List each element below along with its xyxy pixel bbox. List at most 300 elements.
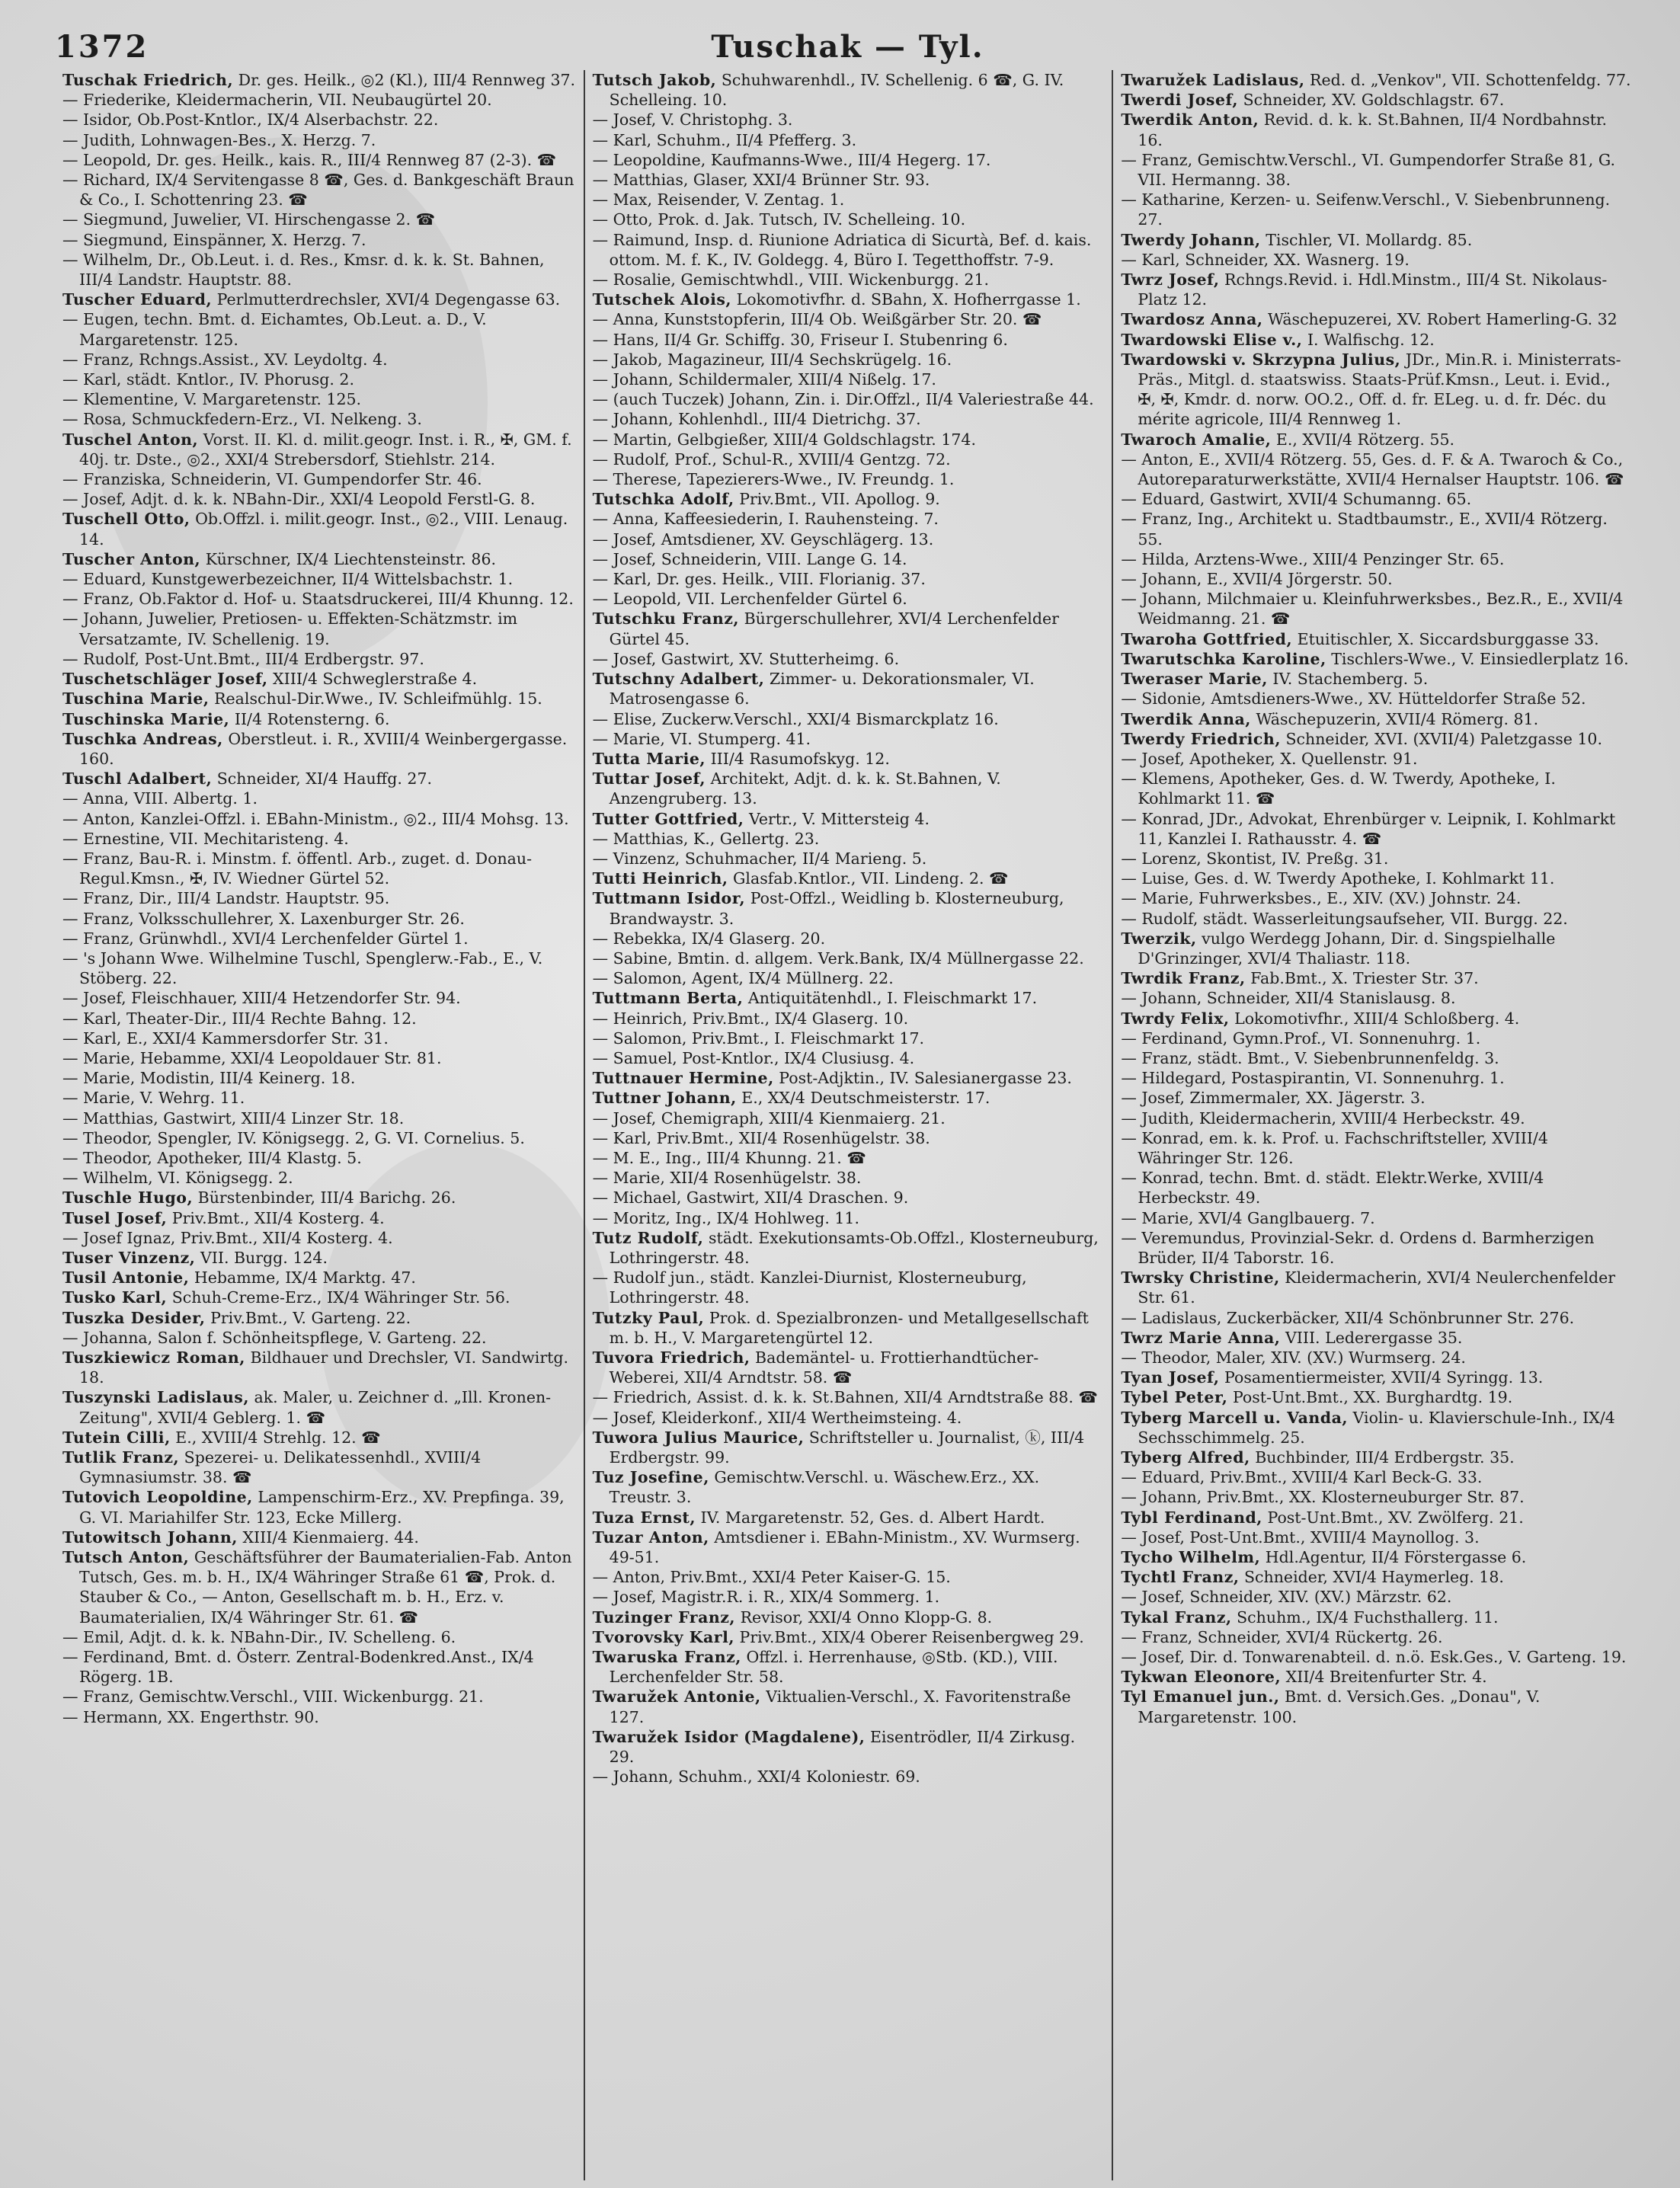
entry-details: — 's Johann Wwe. Wilhelmine Tuschl, Spenglerw.-Fab., E., V. Stöberg. 22. (62, 948, 543, 988)
entry-surname: Tuszynski Ladislaus, (62, 1388, 249, 1407)
entry-details: Geschäftsführer der Baumaterialien-Fab. Anton Tutsch, Ges. m. b. H., IX/4 Währinger Straße 61 ☎, Prok. d. Stauber & Co., — Anton, Gesellschaft m. b. H., Erz. v. Baumaterialien, IX/4 Währinger Str. 61. ☎ (79, 1548, 572, 1627)
directory-entry (593, 1467, 1105, 1507)
entry-details: Vorst. II. Kl. d. milit.geogr. Inst. i. R., ✠, GM. f. 40j. tr. Dste., ◎2., XXI/4 Strebersdorf, Stiehlstr. 214. (79, 430, 572, 469)
entry-details: — Hildegard, Postaspirantin, VI. Sonnenuhrg. 1. (1121, 1069, 1505, 1088)
directory-entry (593, 1607, 1105, 1627)
directory-entry (1121, 589, 1633, 629)
entry-details: Realschul-Dir.Wwe., IV. Schleifmühlg. 15. (214, 689, 542, 709)
directory-entry (62, 210, 576, 229)
directory-entry (62, 509, 576, 549)
directory-entry (1121, 1508, 1633, 1527)
entry-details: — Veremundus, Provinzial-Sekr. d. Ordens d. Barmherzigen Brüder, II/4 Taborstr. 16. (1121, 1228, 1595, 1267)
entry-details: — Marie, XVI/4 Ganglbauerg. 7. (1121, 1208, 1375, 1227)
directory-entry (1121, 909, 1633, 929)
directory-entry (62, 1707, 576, 1727)
entry-surname: Tweraser Marie, (1121, 670, 1268, 689)
directory-entry (1121, 1028, 1633, 1048)
entry-details: Vertr., V. Mittersteig 4. (748, 809, 930, 828)
entry-details: — Wilhelm, Dr., Ob.Leut. i. d. Res., Kmsr. d. k. k. St. Bahnen, III/4 Landstr. Hauptstr. 88. (62, 250, 545, 289)
entry-surname: Tyberg Alfred, (1121, 1448, 1250, 1467)
directory-entry (1121, 809, 1633, 849)
directory-entry (1121, 449, 1633, 489)
entry-surname: Tycho Wilhelm, (1121, 1548, 1261, 1567)
directory-entry (593, 210, 1105, 229)
entry-details: E., XX/4 Deutschmeisterstr. 17. (741, 1089, 990, 1108)
entry-surname: Twrdik Franz, (1121, 969, 1246, 988)
directory-entry (62, 729, 576, 769)
directory-entry (1121, 669, 1633, 689)
directory-entry (593, 1108, 1105, 1128)
entry-surname: Twaružek Isidor (Magdalene), (592, 1727, 866, 1746)
directory-entry (593, 1408, 1105, 1428)
entry-surname: Twaružek Ladislaus, (1121, 71, 1305, 89)
entry-details: Antiquitätenhdl., I. Fleischmarkt 17. (747, 989, 1038, 1008)
column-left (55, 70, 584, 2180)
entry-surname: Tutovich Leopoldine, (62, 1488, 253, 1507)
entry-details: Violin- u. Klavierschule-Inh., IX/4 Sechsschimmelg. 25. (1138, 1408, 1615, 1447)
entry-surname: Tuschina Marie, (62, 689, 210, 709)
directory-entry (62, 1028, 576, 1048)
directory-entry (1121, 729, 1633, 749)
entry-details: — Hans, II/4 Gr. Schiffg. 30, Friseur I. Stubenring 6. (592, 330, 1008, 349)
entry-details: — Josef, Gastwirt, XV. Stutterheimg. 6. (592, 649, 900, 668)
entry-surname: Twaruska Franz, (592, 1648, 741, 1667)
directory-entry (1121, 849, 1633, 868)
entry-surname: Twrdy Felix, (1121, 1009, 1230, 1028)
entry-surname: Tutta Marie, (592, 749, 706, 768)
directory-entry (593, 1508, 1105, 1527)
entry-details: XIII/4 Kienmaierg. 44. (242, 1527, 419, 1547)
directory-entry (1121, 1268, 1633, 1307)
directory-entry (593, 1208, 1105, 1228)
entry-details: — Marie, VI. Stumperg. 41. (592, 729, 811, 748)
directory-entry (62, 1308, 576, 1328)
directory-entry (593, 1527, 1105, 1567)
directory-entry (1121, 1527, 1633, 1547)
entry-details: Schuhm., IX/4 Fuchsthallerg. 11. (1237, 1607, 1499, 1627)
entry-details: Schneider, XI/4 Hauffg. 27. (216, 769, 433, 789)
entry-details: — Katharine, Kerzen- u. Seifenw.Verschl., V. Siebenbrunneng. 27. (1121, 190, 1611, 229)
entry-details: Wäschepuzerin, XVII/4 Römerg. 81. (1256, 709, 1539, 728)
entry-details: I. Walfischg. 12. (1307, 330, 1435, 349)
entry-details: Schuhwarenhdl., IV. Schellenig. 6 ☎, G. IV. Schelleing. 10. (609, 71, 1064, 110)
entry-details: — Klementine, V. Margaretenstr. 125. (62, 390, 362, 409)
entry-details: — Josef, Schneider, XIV. (XV.) Märzstr. 62. (1121, 1588, 1452, 1607)
entry-surname: Tuscher Anton, (62, 549, 201, 568)
directory-entry (62, 988, 576, 1008)
directory-entry (593, 849, 1105, 868)
entry-details: III/4 Rasumofskyg. 12. (710, 749, 890, 768)
entry-details: — Anton, Kanzlei-Offzl. i. EBahn-Ministm., ◎2., III/4 Mohsg. 13. (62, 809, 569, 828)
directory-entry (593, 709, 1105, 729)
directory-entry (62, 1387, 576, 1427)
directory-entry (1121, 70, 1633, 90)
entry-details: Zimmer- u. Dekorationsmaler, VI. Matrosengasse 6. (609, 670, 1035, 709)
directory-entry (1121, 1108, 1633, 1128)
entry-details: XII/4 Breitenfurter Str. 4. (1285, 1668, 1487, 1687)
directory-entry (593, 230, 1105, 270)
entry-surname: Tyberg Marcell u. Vanda, (1121, 1408, 1349, 1427)
directory-entry (1121, 1387, 1633, 1407)
entry-surname: Tykwan Eleonore, (1121, 1668, 1282, 1687)
directory-entry (593, 70, 1105, 110)
entry-surname: Twerdik Anton, (1121, 110, 1259, 130)
entry-details: — Karl, Priv.Bmt., XII/4 Rosenhügelstr. 38. (592, 1128, 930, 1147)
entry-surname: Tuscher Eduard, (62, 290, 213, 309)
entry-details: Schriftsteller u. Journalist, ⓚ, III/4 Erdbergstr. 99. (609, 1428, 1085, 1467)
entry-details: — Leopold, Dr. ges. Heilk., kais. R., III/4 Rennweg 87 (2-3). ☎ (62, 150, 557, 169)
column-right (1112, 70, 1640, 2180)
directory-entry (593, 749, 1105, 769)
directory-entry (1121, 489, 1633, 509)
entry-details: — Franz, Volksschullehrer, X. Laxenburger Str. 26. (62, 909, 465, 928)
entry-details: Kleidermacherin, XVI/4 Neulerchenfelder Str. 61. (1138, 1268, 1616, 1307)
directory-entry (1121, 888, 1633, 908)
entry-surname: Tutschku Franz, (592, 609, 740, 629)
directory-entry (1121, 1009, 1633, 1028)
entry-details: — Raimund, Insp. d. Riunione Adriatica di Sicurtà, Bef. d. kais. ottom. M. f. K., IV. Goldegg. 4, Büro I. Tegetthoffstr. 7-9. (592, 230, 1092, 269)
entry-surname: Tuschinska Marie, (62, 709, 230, 728)
entry-details: — Franz, Dir., III/4 Landstr. Hauptstr. 95. (62, 889, 390, 908)
directory-entry (593, 190, 1105, 210)
entry-surname: Twaroch Amalie, (1121, 430, 1272, 449)
entry-details: Hdl.Agentur, II/4 Förstergasse 6. (1265, 1548, 1527, 1567)
directory-entry (62, 948, 576, 988)
directory-entry (1121, 270, 1633, 309)
directory-entry (593, 649, 1105, 669)
directory-entry (62, 1627, 576, 1647)
directory-entry (1121, 1627, 1633, 1647)
entry-details: — Salomon, Agent, IX/4 Müllnerg. 22. (592, 969, 894, 988)
directory-entry (62, 649, 576, 669)
entry-details: — Josef, Post-Unt.Bmt., XVIII/4 Maynollog. 3. (1121, 1527, 1480, 1547)
directory-entry (1121, 1328, 1633, 1348)
directory-entry (1121, 1128, 1633, 1168)
directory-entry (1121, 1368, 1633, 1387)
directory-entry (1121, 230, 1633, 250)
directory-entry (593, 150, 1105, 170)
entry-surname: Tuschak Friedrich, (62, 71, 234, 89)
entry-details: — Franz, Ing., Architekt u. Stadtbaumstr., E., XVII/4 Rötzerg. 55. (1121, 510, 1608, 549)
directory-entry (62, 150, 576, 170)
directory-entry (593, 929, 1105, 948)
entry-details: — Sidonie, Amtsdieners-Wwe., XV. Hütteldorfer Straße 52. (1121, 689, 1586, 709)
directory-entry (1121, 509, 1633, 549)
entry-details: — Marie, Fuhrwerksbes., E., XIV. (XV.) Johnstr. 24. (1121, 889, 1522, 908)
entry-details: — Therese, Tapezierers-Wwe., IV. Freundg. 1. (592, 470, 955, 489)
entry-details: — M. E., Ing., III/4 Khunng. 21. ☎ (592, 1148, 866, 1167)
entry-details: — Josef, Adjt. d. k. k. NBahn-Dir., XXI/4 Leopold Ferstl-G. 8. (62, 490, 536, 509)
entry-surname: Twerzik, (1121, 929, 1197, 948)
entry-surname: Twardowski v. Skrzypna Julius, (1121, 350, 1401, 369)
directory-entry (1121, 190, 1633, 229)
entry-details: Schneider, XVI/4 Haymerleg. 18. (1244, 1568, 1504, 1587)
entry-surname: Tykal Franz, (1121, 1607, 1232, 1627)
entry-details: Wäschepuzerei, XV. Robert Hamerling-G. 32 (1268, 310, 1618, 329)
directory-entry (593, 988, 1105, 1008)
directory-entry (1121, 769, 1633, 808)
directory-entry (593, 1168, 1105, 1188)
entry-surname: Twrsky Christine, (1121, 1268, 1280, 1288)
directory-entry (62, 769, 576, 789)
directory-entry (593, 1128, 1105, 1148)
directory-entry (62, 709, 576, 729)
entry-details: — Vinzenz, Schuhmacher, II/4 Marieng. 5. (592, 849, 927, 868)
directory-entry (593, 1567, 1105, 1587)
directory-entry (593, 809, 1105, 829)
entry-surname: Tyan Josef, (1121, 1368, 1220, 1387)
entry-details: — Josef, Magistr.R. i. R., XIX/4 Sommerg. 1. (592, 1588, 940, 1607)
entry-details: — Otto, Prok. d. Jak. Tutsch, IV. Schelleing. 10. (592, 210, 966, 229)
entry-details: Tischler, VI. Mollardg. 85. (1266, 230, 1473, 249)
entry-details: — Rosalie, Gemischtwhdl., VIII. Wickenburgg. 21. (592, 270, 990, 289)
entry-surname: Twaružek Antonie, (592, 1687, 761, 1707)
entry-details: VII. Burgg. 124. (200, 1248, 328, 1267)
entry-details: — Johann, Priv.Bmt., XX. Klosterneuburger Str. 87. (1121, 1488, 1525, 1507)
entry-surname: Tutter Gottfried, (592, 809, 744, 828)
entry-details: Bildhauer und Drechsler, VI. Sandwirtg. 18. (79, 1348, 569, 1387)
directory-entry (1121, 350, 1633, 430)
entry-details: JDr., Min.R. i. Ministerrats-Präs., Mitgl. d. staatswiss. Staats-Prüf.Kmsn., Leut. i. Evid., ✠, ✠, Kmdr. d. norw. OO.2., Off. d. fr. ELeg. u. d. fr. Déc. du mérite agricole, III/4 Rennweg 1. (1138, 350, 1621, 429)
directory-entry (1121, 1228, 1633, 1268)
entry-details: Buchbinder, III/4 Erdbergstr. 35. (1255, 1448, 1515, 1467)
directory-entry (1121, 709, 1633, 729)
entry-surname: Tuschle Hugo, (62, 1188, 194, 1208)
entry-details: XIII/4 Schweglerstraße 4. (273, 670, 478, 689)
directory-entry (593, 1647, 1105, 1687)
entry-details: — Josef, Kleiderkonf., XII/4 Wertheimsteing. 4. (592, 1408, 962, 1427)
entry-details: — Ernestine, VII. Mechitaristeng. 4. (62, 829, 349, 848)
directory-entry (1121, 649, 1633, 669)
directory-entry (1121, 629, 1633, 649)
directory-entry (62, 70, 576, 90)
directory-entry (1121, 749, 1633, 769)
entry-surname: Tuza Ernst, (592, 1508, 696, 1527)
directory-entry (593, 609, 1105, 648)
entry-details: II/4 Rotensterng. 6. (234, 709, 390, 728)
entry-details: — Marie, Modistin, III/4 Keinerg. 18. (62, 1069, 356, 1088)
entry-surname: Tutowitsch Johann, (62, 1527, 238, 1547)
directory-entry (62, 170, 576, 210)
directory-entry (62, 789, 576, 808)
directory-entry (593, 1627, 1105, 1647)
entry-details: Kürschner, IX/4 Liechtensteinstr. 86. (205, 549, 497, 568)
entry-details: Post-Adjktin., IV. Salesianergasse 23. (779, 1069, 1072, 1088)
directory-entry (62, 110, 576, 130)
directory-entry (62, 849, 576, 888)
directory-entry (62, 1328, 576, 1348)
entry-details: Offzl. i. Herrenhause, ◎Stb. (KD.), VIII. Lerchenfelder Str. 58. (609, 1648, 1058, 1687)
entry-details: — Karl, E., XXI/4 Kammersdorfer Str. 31. (62, 1028, 389, 1048)
entry-surname: Tuschl Adalbert, (62, 769, 213, 789)
entry-details: — Wilhelm, VI. Königsegg. 2. (62, 1169, 293, 1188)
directory-entry (593, 1148, 1105, 1168)
entry-surname: Twrz Marie Anna, (1121, 1328, 1281, 1347)
directory-entry (62, 569, 576, 589)
entry-details: — Matthias, K., Gellertg. 23. (592, 829, 820, 848)
directory-entry (1121, 309, 1633, 329)
directory-entry (1121, 330, 1633, 350)
entry-details: — Josef, Dir. d. Tonwarenabteil. d. n.ö. Esk.Ges., V. Garteng. 19. (1121, 1648, 1627, 1667)
directory-entry (593, 1088, 1105, 1108)
entry-details: — Klemens, Apotheker, Ges. d. W. Twerdy, Apotheke, I. Kohlmarkt 11. ☎ (1121, 769, 1556, 808)
entry-surname: Tutsch Anton, (62, 1548, 190, 1567)
entry-details: — Franz, Gemischtw.Verschl., VI. Gumpendorfer Straße 81, G. VII. Hermanng. 38. (1121, 150, 1615, 190)
directory-entry (1121, 1168, 1633, 1208)
entry-details: — Siegmund, Juwelier, VI. Hirschengasse 2. ☎ (62, 210, 436, 229)
directory-entry (1121, 1348, 1633, 1368)
entry-surname: Tusil Antonie, (62, 1268, 190, 1288)
directory-entry (1121, 1447, 1633, 1467)
entry-details: — Elise, Zuckerw.Verschl., XXI/4 Bismarckplatz 16. (592, 709, 999, 728)
directory-entry (62, 1088, 576, 1108)
entry-surname: Tutschka Adolf, (592, 490, 734, 509)
entry-surname: Twaroha Gottfried, (1121, 629, 1293, 648)
entry-details: — Josef, Chemigraph, XIII/4 Kienmaierg. 21. (592, 1108, 946, 1128)
entry-details: — Rudolf jun., städt. Kanzlei-Diurnist, Klosterneuburg, Lothringerstr. 48. (592, 1268, 1027, 1307)
directory-entry (593, 270, 1105, 289)
entry-details: — Richard, IX/4 Servitengasse 8 ☎, Ges. d. Bankgeschäft Braun & Co., I. Schottenring 23. ☎ (62, 171, 574, 210)
entry-details: Etuitischler, X. Siccardsburggasse 33. (1297, 629, 1599, 648)
directory-entry (1121, 689, 1633, 709)
entry-details: — Anna, Kaffeesiederin, I. Rauhensteing. 7. (592, 510, 939, 529)
directory-entry (593, 1428, 1105, 1467)
entry-details: — Siegmund, Einspänner, X. Herzg. 7. (62, 230, 366, 249)
directory-entry (593, 669, 1105, 709)
directory-entry (1121, 1667, 1633, 1687)
entry-details: — Josef Ignaz, Priv.Bmt., XII/4 Kosterg. 4. (62, 1228, 393, 1247)
directory-entry (1121, 988, 1633, 1008)
directory-entry (593, 1009, 1105, 1028)
entry-details: — Karl, Schuhm., II/4 Pfefferg. 3. (592, 130, 857, 149)
entry-details: Lampenschirm-Erz., XV. Prepfinga. 39, G. VI. Mariahilfer Str. 123, Ecke Millerg. (79, 1488, 565, 1527)
entry-surname: Tuzar Anton, (592, 1527, 709, 1547)
entry-surname: Tutein Cilli, (62, 1428, 171, 1447)
directory-entry (62, 369, 576, 389)
directory-entry (62, 489, 576, 509)
directory-entry (593, 769, 1105, 808)
directory-entry (593, 449, 1105, 469)
directory-entry (593, 130, 1105, 150)
entry-details: — Anna, VIII. Albertg. 1. (62, 789, 258, 808)
entry-details: — Theodor, Apotheker, III/4 Klastg. 5. (62, 1148, 362, 1167)
entry-details: — Marie, V. Wehrg. 11. (62, 1089, 245, 1108)
entry-details: Schneider, XVI. (XVII/4) Paletzgasse 10. (1285, 729, 1602, 748)
directory-entry (62, 389, 576, 409)
entry-details: Priv.Bmt., V. Garteng. 22. (210, 1308, 411, 1327)
entry-details: — Jakob, Magazineur, III/4 Sechskrügelg. 16. (592, 350, 952, 369)
directory-entry (1121, 1048, 1633, 1068)
directory-entry (1121, 968, 1633, 988)
directory-entry (62, 90, 576, 110)
directory-entry (1121, 1687, 1633, 1726)
entry-details: städt. Exekutionsamts-Ob.Offzl., Klosterneuburg, Lothringerstr. 48. (609, 1228, 1099, 1267)
entry-details: Priv.Bmt., VII. Apollog. 9. (739, 490, 940, 509)
directory-entry (1121, 1567, 1633, 1587)
directory-entry (62, 1208, 576, 1228)
directory-entry (593, 369, 1105, 389)
entry-surname: Tychtl Franz, (1121, 1568, 1240, 1587)
directory-entry (62, 1647, 576, 1687)
entry-details: — Matthias, Gastwirt, XIII/4 Linzer Str. 18. (62, 1108, 405, 1128)
directory-entry (593, 829, 1105, 849)
entry-details: — Friedrich, Assist. d. k. k. St.Bahnen, XII/4 Arndtstraße 88. ☎ (592, 1388, 1098, 1407)
directory-entry (62, 1288, 576, 1307)
entry-details: ak. Maler, u. Zeichner d. „Ill. Kronen-Zeitung", XVII/4 Geblerg. 1. ☎ (79, 1388, 552, 1427)
entry-details: — Eduard, Gastwirt, XVII/4 Schumanng. 65. (1121, 490, 1472, 509)
directory-entry (593, 489, 1105, 509)
entry-details: — Franz, städt. Bmt., V. Siebenbrunnenfeldg. 3. (1121, 1048, 1499, 1067)
entry-details: — Ladislaus, Zuckerbäcker, XII/4 Schönbrunner Str. 276. (1121, 1308, 1575, 1327)
directory-entry (62, 589, 576, 609)
directory-entry (62, 250, 576, 289)
directory-entry (1121, 1607, 1633, 1627)
directory-entry (593, 1188, 1105, 1208)
entry-details: Dr. ges. Heilk., ◎2 (Kl.), III/4 Rennweg 37. (238, 71, 576, 89)
entry-surname: Tutschny Adalbert, (592, 670, 765, 689)
entry-details: — Johanna, Salon f. Schönheitspflege, V. Garteng. 22. (62, 1328, 487, 1347)
directory-entry (1121, 90, 1633, 110)
directory-entry (593, 509, 1105, 529)
entry-details: Revid. d. k. k. St.Bahnen, II/4 Nordbahnstr. 16. (1138, 110, 1608, 149)
entry-surname: Twardosz Anna, (1121, 310, 1263, 329)
directory-entry (593, 170, 1105, 190)
entry-details: Priv.Bmt., XIX/4 Oberer Reisenbergweg 29. (739, 1627, 1084, 1646)
entry-surname: Tvorovsky Karl, (592, 1627, 735, 1646)
entry-details: — Leopold, VII. Lerchenfelder Gürtel 6. (592, 590, 907, 609)
entry-surname: Tuttmann Isidor, (592, 889, 746, 908)
directory-entry (62, 1268, 576, 1288)
column-middle (584, 70, 1112, 2180)
directory-entry (1121, 1547, 1633, 1567)
directory-entry (1121, 110, 1633, 149)
directory-entry (593, 1387, 1105, 1407)
entry-details: — Samuel, Post-Kntlor., IX/4 Clusiusg. 4. (592, 1048, 915, 1067)
directory-entry (62, 430, 576, 469)
directory-entry (62, 309, 576, 349)
directory-entry (62, 1248, 576, 1268)
directory-entry (62, 829, 576, 849)
directory-entry (1121, 1487, 1633, 1507)
entry-details: — Josef, V. Christophg. 3. (592, 110, 793, 130)
directory-entry (593, 589, 1105, 609)
entry-details: — Karl, städt. Kntlor., IV. Phorusg. 2. (62, 370, 354, 389)
entry-details: Amtsdiener i. EBahn-Ministm., XV. Wurmserg. 49-51. (609, 1527, 1080, 1567)
directory-entry (62, 130, 576, 150)
entry-details: — Ferdinand, Bmt. d. Österr. Zentral-Bodenkred.Anst., IX/4 Rögerg. 1B. (62, 1648, 534, 1687)
directory-entry (62, 289, 576, 309)
directory-entry (593, 389, 1105, 409)
entry-details: Lokomotivfhr., XIII/4 Schloßberg. 4. (1234, 1009, 1520, 1028)
directory-entry (62, 1168, 576, 1188)
entry-details: — Rudolf, städt. Wasserleitungsaufseher, VII. Burgg. 22. (1121, 909, 1568, 928)
entry-surname: Tybel Peter, (1121, 1388, 1228, 1407)
entry-surname: Tusel Josef, (62, 1208, 168, 1227)
directory-entry (62, 1487, 576, 1527)
entry-details: — Isidor, Ob.Post-Kntlor., IX/4 Alserbachstr. 22. (62, 110, 439, 130)
directory-entry (1121, 250, 1633, 270)
entry-details: — Johann, Kohlenhdl., III/4 Dietrichg. 37. (592, 410, 921, 429)
directory-entry (593, 1308, 1105, 1348)
page-header (55, 23, 1640, 70)
entry-details: Ob.Offzl. i. milit.geogr. Inst., ◎2., VIII. Lenaug. 14. (79, 510, 568, 549)
entry-details: Posamentiermeister, XVII/4 Syringg. 13. (1224, 1368, 1544, 1387)
entry-surname: Tuwora Julius Maurice, (592, 1428, 805, 1447)
directory-entry (62, 1048, 576, 1068)
entry-details: — Marie, XII/4 Rosenhügelstr. 38. (592, 1169, 862, 1188)
entry-details: — Heinrich, Priv.Bmt., IX/4 Glaserg. 10. (592, 1009, 909, 1028)
entry-surname: Tuz Josefine, (592, 1468, 709, 1487)
